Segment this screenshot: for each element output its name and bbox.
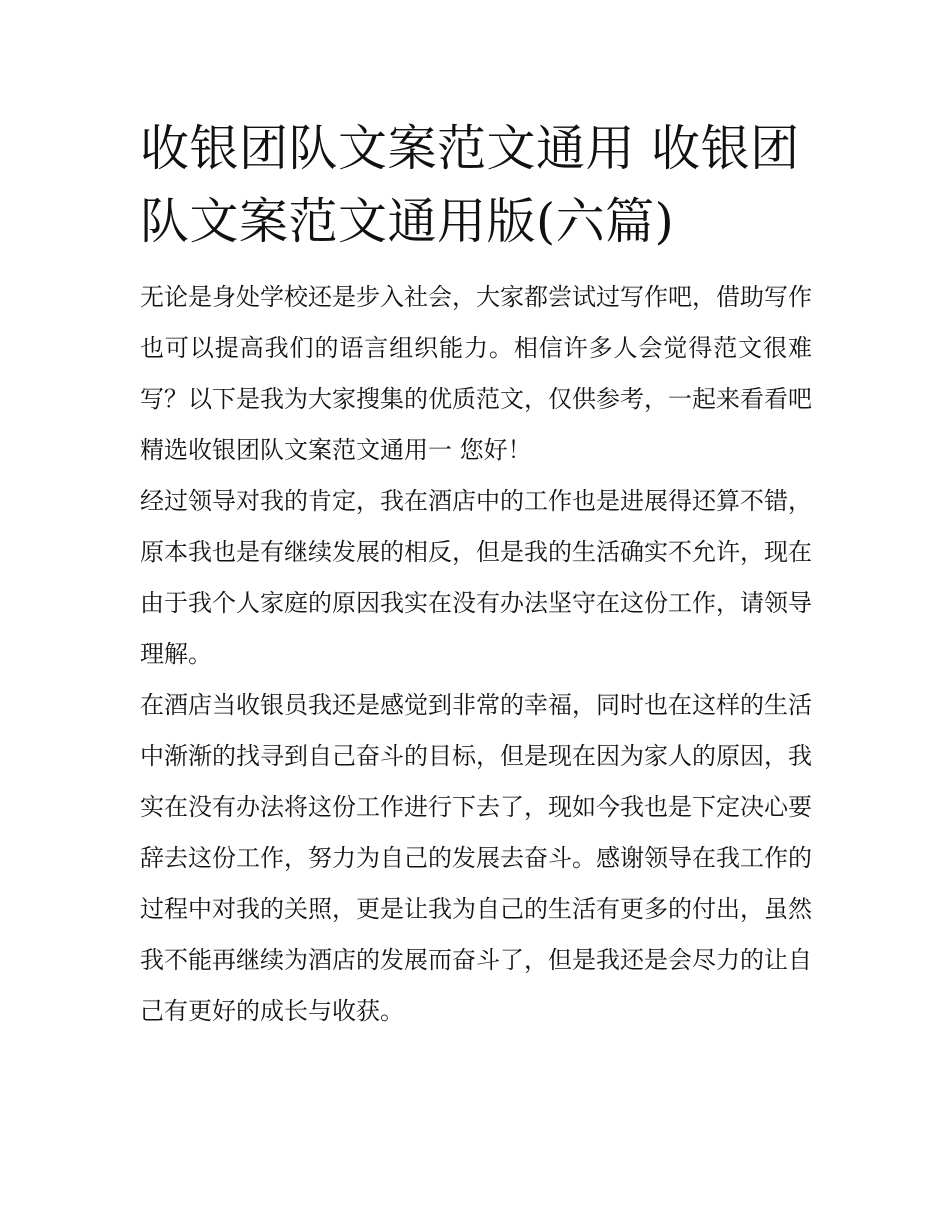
body-paragraph-1: 经过领导对我的肯定，我在酒店中的工作也是进展得还算不错，原本我也是有继续发展的相反，但是我的生活确实不允许，现在由于我个人家庭的原因我实在没有办法坚守在这份工作，请领导理解。 [140, 487, 812, 668]
document-title: 收银团队文案范文通用 收银团队文案范文通用版(六篇) [140, 120, 800, 250]
document-body [140, 272, 812, 1037]
intro-paragraph: 无论是身处学校还是步入社会，大家都尝试过写作吧，借助写作也可以提高我们的语言组织能力。相信许多人会觉得范文很难写？以下是我为大家搜集的优质范文，仅供参考，一起来看看吧 [140, 283, 812, 413]
document-content [140, 112, 812, 1037]
section-heading-paragraph: 精选收银团队文案范文通用一 您好！ [140, 436, 532, 464]
body-paragraph-2: 在酒店当收银员我还是感觉到非常的幸福，同时也在这样的生活中渐渐的找寻到自己奋斗的目标，但是现在因为家人的原因，我实在没有办法将这份工作进行下去了，现如今我也是下定决心要辞去这份工作，努力为自己的发展去奋斗。感谢领导在我工作的过程中对我的关照，更是让我为自己的生活有更多的付出，虽然我不能再继续为酒店的发展而奋斗了，但是我还是会尽力的让自己有更好的成长与收获。 [140, 691, 812, 1025]
